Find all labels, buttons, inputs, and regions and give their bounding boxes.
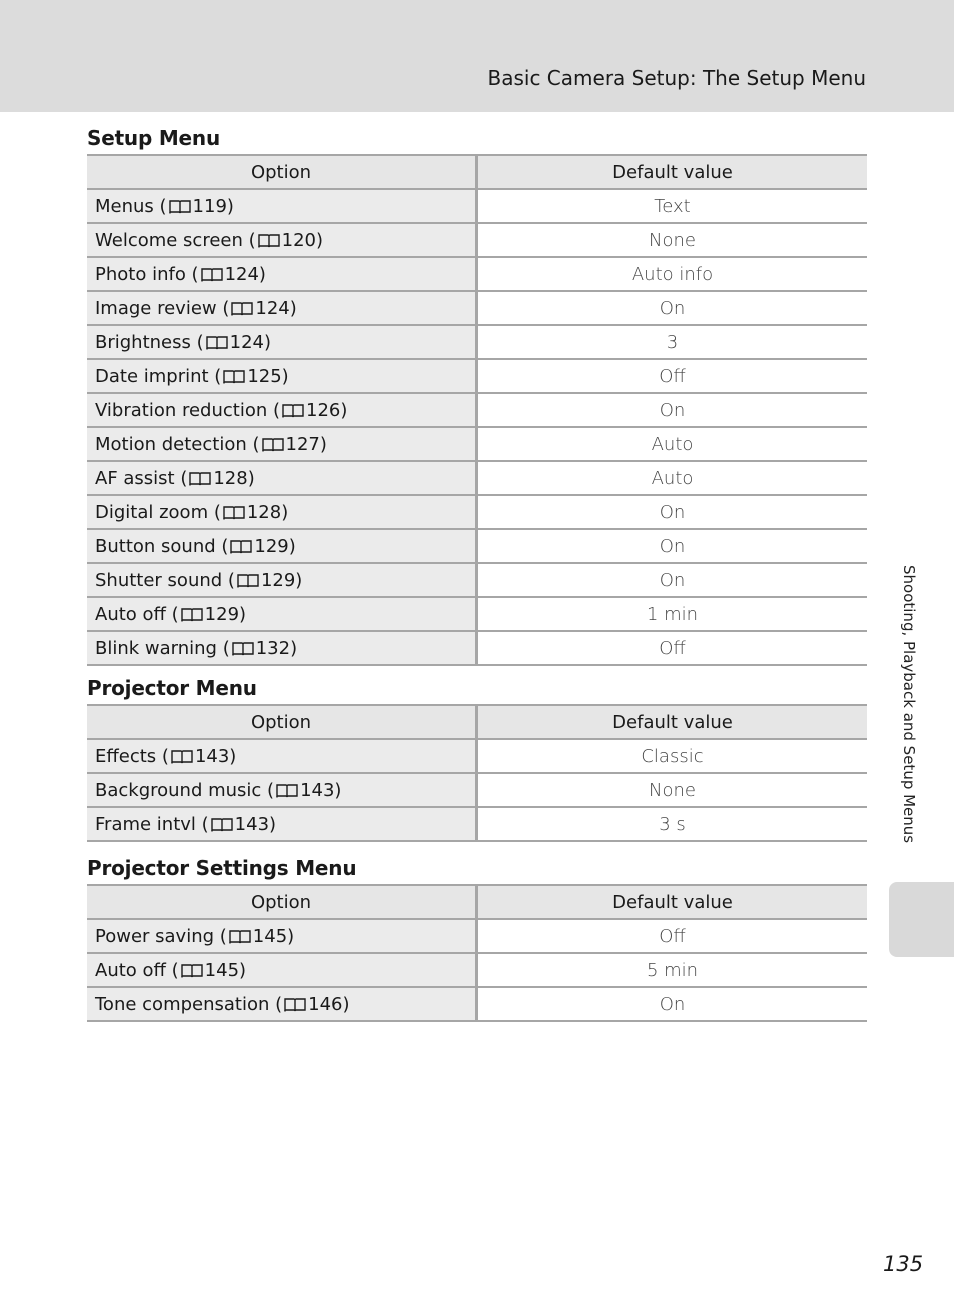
page-reference: 129) [254, 535, 296, 557]
option-cell [87, 953, 477, 987]
column-header-default-value: Default value [477, 705, 868, 739]
book-reference-icon [282, 403, 304, 418]
table-row [87, 739, 867, 773]
side-chapter-label-text: Shooting, Playback and Setup Menus [900, 565, 918, 844]
option-cell [87, 631, 477, 665]
option-cell [87, 325, 477, 359]
page-reference: 119) [192, 195, 234, 217]
default-value-cell: On [477, 291, 868, 325]
default-value-cell: Off [477, 359, 868, 393]
option-cell [87, 597, 477, 631]
column-header-default-value: Default value [477, 155, 868, 189]
option-cell [87, 393, 477, 427]
menu-section [87, 676, 867, 842]
table-row [87, 807, 867, 841]
option-label: Auto off ( [95, 603, 179, 625]
page-reference: 124) [229, 331, 272, 353]
default-value-cell: On [477, 393, 868, 427]
option-label: Photo info ( [95, 263, 199, 285]
column-header-option: Option [87, 705, 477, 739]
table-row [87, 257, 867, 291]
book-reference-icon [258, 233, 280, 248]
book-reference-icon [237, 573, 259, 588]
book-reference-icon [231, 301, 253, 316]
option-cell [87, 987, 477, 1021]
default-value-cell: Auto [477, 427, 868, 461]
default-value-cell: None [477, 773, 868, 807]
option-label: Vibration reduction ( [95, 399, 281, 421]
table-row [87, 597, 867, 631]
page-reference: 129) [204, 603, 247, 625]
page-reference: 143) [300, 779, 342, 801]
book-reference-icon [181, 963, 203, 978]
page-reference: 124) [224, 263, 266, 285]
table-row [87, 427, 867, 461]
option-cell [87, 427, 477, 461]
book-reference-icon [276, 783, 298, 798]
menu-section [87, 856, 867, 1022]
defaults-table [87, 154, 867, 666]
option-label: Blink warning ( [95, 637, 230, 659]
option-cell [87, 919, 477, 953]
section-title: Projector Settings Menu [87, 856, 357, 880]
defaults-table [87, 884, 867, 1022]
page-reference: 124) [255, 297, 297, 319]
option-label: Date imprint ( [95, 365, 222, 387]
default-value-cell: None [477, 223, 868, 257]
default-value-cell: 1 min [477, 597, 868, 631]
table-row [87, 359, 867, 393]
option-label: Welcome screen ( [95, 229, 256, 251]
table-header-row [87, 155, 867, 189]
option-cell [87, 563, 477, 597]
page-reference: 120) [281, 229, 324, 251]
option-label: Frame intvl ( [95, 813, 209, 835]
page-reference: 128) [213, 467, 255, 489]
menu-section [87, 126, 867, 666]
default-value-cell: 3 [477, 325, 868, 359]
option-cell [87, 189, 477, 223]
page-reference: 145) [252, 925, 295, 947]
table-row [87, 953, 867, 987]
option-label: Effects ( [95, 745, 169, 767]
page-reference: 127) [285, 433, 327, 455]
chapter-tab [889, 882, 954, 957]
option-cell [87, 223, 477, 257]
default-value-cell: Off [477, 631, 868, 665]
option-label: Auto off ( [95, 959, 179, 981]
section-title: Projector Menu [87, 676, 257, 700]
book-reference-icon [211, 817, 233, 832]
option-label: Power saving ( [95, 925, 227, 947]
page-reference: 143) [194, 745, 237, 767]
option-label: Image review ( [95, 297, 230, 319]
book-reference-icon [201, 267, 223, 282]
table-row [87, 919, 867, 953]
header-title: Basic Camera Setup: The Setup Menu [487, 66, 866, 90]
option-label: Motion detection ( [95, 433, 260, 455]
option-cell [87, 291, 477, 325]
page-reference: 128) [246, 501, 289, 523]
table-row [87, 773, 867, 807]
section-title: Setup Menu [87, 126, 220, 150]
option-label: Background music ( [95, 779, 275, 801]
option-cell [87, 739, 477, 773]
page-reference: 132) [255, 637, 298, 659]
table-row [87, 631, 867, 665]
page-reference: 145) [204, 959, 247, 981]
default-value-cell: Text [477, 189, 868, 223]
book-reference-icon [206, 335, 228, 350]
default-value-cell: 3 s [477, 807, 868, 841]
default-value-cell: On [477, 529, 868, 563]
page-reference: 146) [308, 993, 350, 1015]
page-number: 135 [883, 1252, 924, 1276]
table-row [87, 495, 867, 529]
default-value-cell: On [477, 563, 868, 597]
column-header-default-value: Default value [477, 885, 868, 919]
default-value-cell: 5 min [477, 953, 868, 987]
option-label: Button sound ( [95, 535, 229, 557]
table-row [87, 987, 867, 1021]
column-header-option: Option [87, 155, 477, 189]
book-reference-icon [181, 607, 203, 622]
book-reference-icon [171, 749, 193, 764]
option-label: AF assist ( [95, 467, 188, 489]
default-value-cell: Classic [477, 739, 868, 773]
option-cell [87, 773, 477, 807]
table-row [87, 291, 867, 325]
book-reference-icon [223, 369, 245, 384]
option-label: Tone compensation ( [95, 993, 283, 1015]
default-value-cell: Off [477, 919, 868, 953]
option-cell [87, 461, 477, 495]
default-value-cell: On [477, 987, 868, 1021]
book-reference-icon [189, 471, 211, 486]
column-header-option: Option [87, 885, 477, 919]
table-row [87, 461, 867, 495]
option-label: Shutter sound ( [95, 569, 235, 591]
page-reference: 125) [247, 365, 289, 387]
option-cell [87, 359, 477, 393]
option-label: Menus ( [95, 195, 167, 217]
table-row [87, 223, 867, 257]
book-reference-icon [284, 997, 306, 1012]
table-row [87, 393, 867, 427]
book-reference-icon [232, 641, 254, 656]
option-cell [87, 257, 477, 291]
page-reference: 129) [260, 569, 303, 591]
header-band [0, 0, 954, 112]
option-cell [87, 807, 477, 841]
book-reference-icon [223, 505, 245, 520]
page-reference: 143) [234, 813, 277, 835]
side-chapter-label [900, 565, 938, 865]
option-label: Digital zoom ( [95, 501, 221, 523]
book-reference-icon [230, 539, 252, 554]
option-cell [87, 495, 477, 529]
book-reference-icon [229, 929, 251, 944]
table-header-row [87, 705, 867, 739]
default-value-cell: Auto info [477, 257, 868, 291]
book-reference-icon [262, 437, 284, 452]
table-row [87, 529, 867, 563]
table-row [87, 189, 867, 223]
page-reference: 126) [306, 399, 348, 421]
table-header-row [87, 885, 867, 919]
default-value-cell: Auto [477, 461, 868, 495]
option-label: Brightness ( [95, 331, 204, 353]
option-cell [87, 529, 477, 563]
table-row [87, 325, 867, 359]
table-row [87, 563, 867, 597]
book-reference-icon [169, 199, 191, 214]
defaults-table [87, 704, 867, 842]
default-value-cell: On [477, 495, 868, 529]
